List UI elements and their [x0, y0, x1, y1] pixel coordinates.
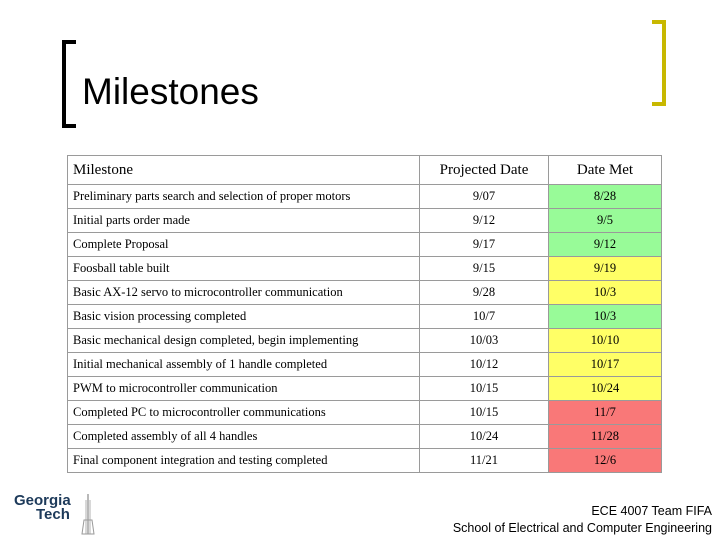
projected-date-cell: 9/15	[420, 257, 549, 281]
date-met-cell: 9/19	[549, 257, 662, 281]
date-met-cell: 9/5	[549, 209, 662, 233]
projected-date-cell: 9/28	[420, 281, 549, 305]
header-date-met: Date Met	[549, 156, 662, 185]
table-header-row	[68, 156, 662, 185]
milestone-cell: Preliminary parts search and selection of proper motors	[68, 185, 420, 209]
logo-text-tech: Tech	[36, 506, 70, 523]
date-met-cell: 11/7	[549, 401, 662, 425]
milestone-cell: Initial mechanical assembly of 1 handle completed	[68, 353, 420, 377]
table-row	[68, 257, 662, 281]
date-met-cell: 8/28	[549, 185, 662, 209]
table-row	[68, 401, 662, 425]
milestone-cell: PWM to microcontroller communication	[68, 377, 420, 401]
projected-date-cell: 9/07	[420, 185, 549, 209]
table-row	[68, 377, 662, 401]
projected-date-cell: 9/17	[420, 233, 549, 257]
milestone-cell: Complete Proposal	[68, 233, 420, 257]
date-met-cell: 9/12	[549, 233, 662, 257]
milestone-cell: Foosball table built	[68, 257, 420, 281]
projected-date-cell: 10/15	[420, 377, 549, 401]
table-row	[68, 449, 662, 473]
table-row	[68, 185, 662, 209]
milestone-cell: Initial parts order made	[68, 209, 420, 233]
projected-date-cell: 11/21	[420, 449, 549, 473]
header-milestone: Milestone	[68, 156, 420, 185]
milestone-cell: Basic mechanical design completed, begin implementing	[68, 329, 420, 353]
date-met-cell: 10/3	[549, 281, 662, 305]
table-row	[68, 425, 662, 449]
table-row	[68, 353, 662, 377]
title-bracket-right	[652, 20, 666, 106]
page-title: Milestones	[82, 71, 259, 112]
milestone-cell: Final component integration and testing completed	[68, 449, 420, 473]
date-met-cell: 12/6	[549, 449, 662, 473]
projected-date-cell: 10/03	[420, 329, 549, 353]
table-row	[68, 281, 662, 305]
milestone-cell: Completed PC to microcontroller communications	[68, 401, 420, 425]
table-row	[68, 305, 662, 329]
header-projected-date: Projected Date	[420, 156, 549, 185]
title-bracket-left	[62, 40, 76, 128]
projected-date-cell: 10/12	[420, 353, 549, 377]
georgia-tech-logo	[12, 490, 104, 538]
logo-text-georgia: Georgia	[14, 492, 71, 509]
date-met-cell: 10/24	[549, 377, 662, 401]
projected-date-cell: 10/7	[420, 305, 549, 329]
table-row	[68, 233, 662, 257]
date-met-cell: 10/10	[549, 329, 662, 353]
table-row	[68, 209, 662, 233]
footer-team: ECE 4007 Team FIFA	[591, 504, 712, 518]
milestone-cell: Completed assembly of all 4 handles	[68, 425, 420, 449]
milestones-table	[67, 155, 662, 473]
footer-school: School of Electrical and Computer Engineering	[452, 521, 712, 535]
projected-date-cell: 9/12	[420, 209, 549, 233]
date-met-cell: 10/3	[549, 305, 662, 329]
footer	[453, 503, 712, 537]
date-met-cell: 10/17	[549, 353, 662, 377]
date-met-cell: 11/28	[549, 425, 662, 449]
projected-date-cell: 10/15	[420, 401, 549, 425]
milestone-cell: Basic AX-12 servo to microcontroller communication	[68, 281, 420, 305]
table-row	[68, 329, 662, 353]
projected-date-cell: 10/24	[420, 425, 549, 449]
milestone-cell: Basic vision processing completed	[68, 305, 420, 329]
